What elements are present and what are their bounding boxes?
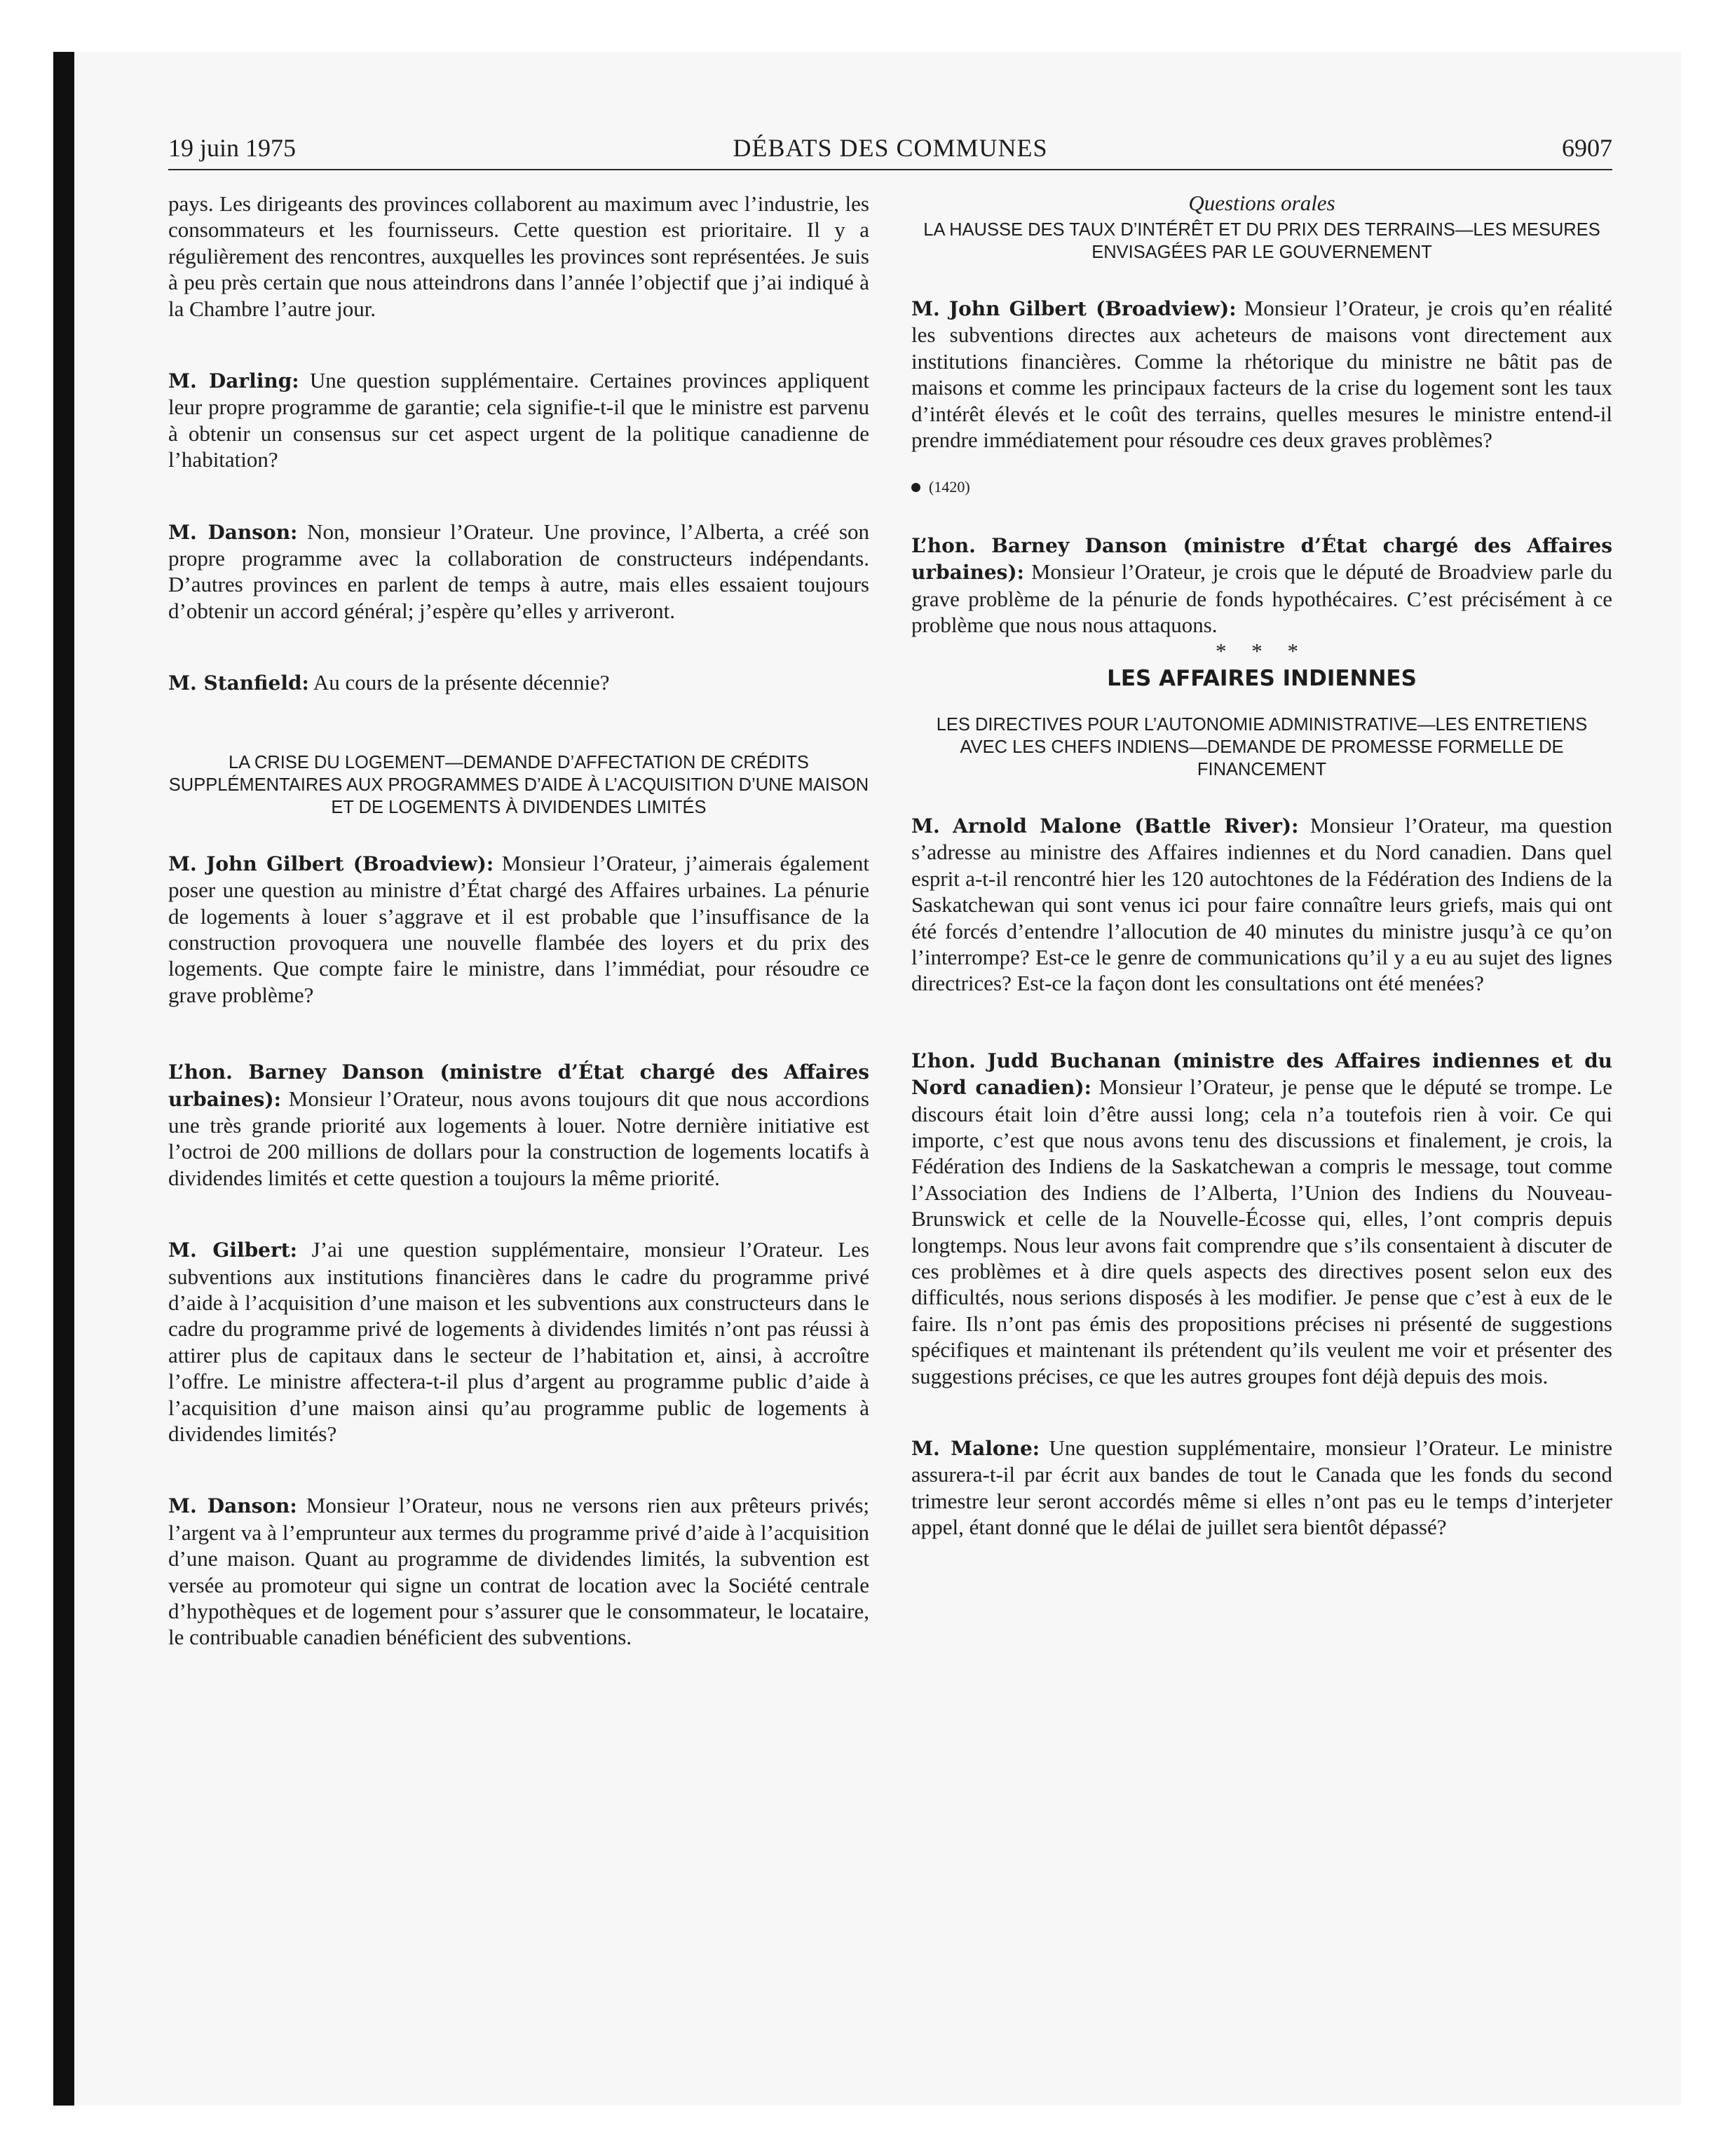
- speaker-name: M. Malone:: [911, 1437, 1040, 1460]
- speech: [168, 367, 869, 473]
- left-column: [168, 191, 869, 1651]
- speech: [168, 669, 869, 696]
- speaker-name: M. Stanfield:: [168, 671, 309, 695]
- speech: [168, 850, 869, 1008]
- speech-text: Une question supplémentaire. Certaines provinces appliquent leur propre programme de garantie; cela signifie-t-il que le ministre est parvenu à obtenir un consensus sur cet aspect urgent de la politique canadienne de l’habitation?: [168, 368, 870, 472]
- speaker-name: M. Arnold Malone (Battle River):: [911, 814, 1299, 838]
- speech: [911, 812, 1612, 997]
- speech-text: Monsieur l’Orateur, je crois qu’en réalité les subventions directes aux acheteurs de maisons vont directement aux institutions financières. Comme la rhétorique du ministre ne bâtit pas de maisons et comme les principaux facteurs de la crise du logement sont les taux d’intérêt élevés et le coût des terrains, quelles mesures le ministre entend-il prendre immédiatement pour résoudre ces deux graves problèmes?: [911, 296, 1612, 453]
- speaker-name: M. John Gilbert (Broadview):: [911, 297, 1237, 320]
- scan-margin: [0, 0, 53, 2156]
- speech-text: J’ai une question supplémentaire, monsieur l’Orateur. Les subventions aux institutions financières dans le cadre du programme privé d’aide à l’acquisition d’une maison et les subventions aux constructeurs dans le cadre du programme privé de logements à dividendes limités n’ont pas réussi à attirer plus de capitaux dans le secteur de l’habitation et, ainsi, à accroître l’offre. Le ministre affectera-t-il plus d’argent au programme public d’aide à l’acquisition d’une maison ainsi qu’au programme public de logements à dividendes limités?: [168, 1237, 870, 1446]
- bullet-icon: [911, 483, 920, 492]
- speech-text: Non, monsieur l’Orateur. Une province, l’Alberta, a créé son propre programme avec la collaboration de constructeurs indépendants. D’autres provinces en parlent de temps à autre, mais elles essaient toujours d’obtenir un accord général; j’espère qu’elles y arriveront.: [168, 519, 869, 623]
- speech: [911, 295, 1612, 453]
- section-rubric: Questions orales: [1188, 191, 1335, 215]
- speech-text: Monsieur l’Orateur, je pense que le député se trompe. Le discours était loin d’être aussi long; cela n’a toutefois rien à voir. Ce qui importe, c’est que nous avons tenu des discussions et finalement, je crois, la Fédération des Indiens de la Saskatchewan a compris le message, tout comme l’Association des Indiens de l’Alberta, l’Union des Indiens du Nouveau-Brunswick et celle de la Nouvelle-Écosse qui, elles, l’ont compris depuis longtemps. Nous leur avons fait comprendre que s’ils consentaient à discuter de ces problèmes et à dire quels aspects des directives posent selon eux des difficultés, nous serions disposés à les modifier. Je pense que c’est à eux de le faire. Ils n’ont pas émis des propositions précises ni présenté de suggestions spécifiques et maintenant ils prétendent qu’ils veulent me voir et présenter des suggestions précises, ce que les autres groupes font déjà depuis des mois.: [911, 1074, 1612, 1389]
- speaker-name: M. Darling:: [168, 369, 299, 393]
- section-title: LES AFFAIRES INDIENNES: [1107, 665, 1417, 691]
- scan-border: [53, 52, 74, 2106]
- speech-text: Monsieur l’Orateur, je crois que le député de Broadview parle du grave problème de la pénurie de fonds hypothécaires. C’est précisément à ce problème que nous nous attaquons.: [911, 559, 1612, 638]
- speaker-name: L’hon. Barney Danson (ministre d’État chargé des Affaires urbaines):: [168, 1060, 869, 1111]
- timestamp-text: (1420): [929, 478, 970, 496]
- speech: [168, 1236, 869, 1447]
- page-number: 6907: [1562, 134, 1612, 162]
- section-subheading: LES DIRECTIVES POUR L’AUTONOMIE ADMINISTRATIVE—LES ENTRETIENS AVEC LES CHEFS INDIENS—DEMANDE DE PROMESSE FORMELLE DE FINANCEMENT: [936, 714, 1588, 779]
- section-subheading: LA CRISE DU LOGEMENT—DEMANDE D’AFFECTATION DE CRÉDITS SUPPLÉMENTAIRES AUX PROGRAMMES D’AIDE À L’ACQUISITION D’UNE MAISON ET DE LOGEMENTS À DIVIDENDES LIMITÉS: [168, 752, 869, 817]
- section-subheading: LA HAUSSE DES TAUX D’INTÉRÊT ET DU PRIX DES TERRAINS—LES MESURES ENVISAGÉES PAR LE GOUVERNEMENT: [923, 220, 1600, 262]
- speech: [911, 1435, 1612, 1541]
- speech: [168, 519, 869, 625]
- speech-text: Monsieur l’Orateur, nous ne versons rien aux prêteurs privés; l’argent va à l’emprunteur aux termes du programme privé d’aide à l’acquisition d’une maison. Quant au programme de dividendes limités, la subvention est versée au promoteur qui signe un contrat de location avec la Société centrale d’hypothèques et de logement pour s’assurer que le consommateur, le locataire, le contribuable canadien bénéficient des subventions.: [168, 1493, 870, 1650]
- speaker-name: M. Gilbert:: [168, 1239, 297, 1262]
- speaker-name: M. John Gilbert (Broadview):: [168, 852, 494, 875]
- right-column: [911, 191, 1612, 1541]
- speech: [911, 532, 1612, 639]
- timestamp: [911, 474, 1612, 500]
- speaker-name: M. Danson:: [168, 1494, 297, 1518]
- speech-text: Au cours de la présente décennie?: [308, 670, 610, 695]
- speech-text: Monsieur l’Orateur, ma question s’adresse au ministre des Affaires indiennes et du Nord canadien. Dans quel esprit a-t-il rencontré hier les 120 autochtones de la Fédération des Indiens de la Saskatchewan qui sont venus ici pour faire connaître leurs griefs, mais qui ont été forcés d’entendre l’allocution de 40 minutes du ministre jusqu’à ce qu’on l’interrompe? Est-ce le genre de communications qu’il y a eu au sujet des lignes directrices? Est-ce la façon dont les consultations ont été menées?: [911, 812, 1613, 996]
- speech: [911, 1047, 1612, 1389]
- paragraph: pays. Les dirigeants des provinces collaborent au maximum avec l’industrie, les consommateurs et les fournisseurs. Cette question est prioritaire. Il y a régulièrement des rencontres, auxquelles les provinces sont représentées. Je suis à peu près certain que nous atteindrons dans l’année l’objectif que j’ai indiqué à la Chambre l’autre jour.: [168, 191, 869, 321]
- speaker-name: L’hon. Judd Buchanan (ministre des Affaires indiennes et du Nord canadien):: [911, 1049, 1612, 1100]
- speech-text: Monsieur l’Orateur, j’aimerais également poser une question au ministre d’État chargé des Affaires urbaines. La pénurie de logements à louer s’aggrave et il est probable que l’insuffisance de la construction provoquera une nouvelle flambée des loyers et du prix des logements. Que compte faire le ministre, dans l’immédiat, pour résoudre ce grave problème?: [168, 850, 870, 1007]
- speech-text: Une question supplémentaire, monsieur l’Orateur. Le ministre assurera-t-il par écrit aux bandes de tout le Canada que les fonds du second trimestre leur seront accordés même si elles n’ont pas eu le temps d’interjeter appel, étant donné que le délai de juillet sera bientôt dépassé?: [911, 1435, 1612, 1540]
- running-header: [168, 133, 1612, 172]
- header-rule: [168, 169, 1612, 170]
- speaker-name: L’hon. Barney Danson (ministre d’État chargé des Affaires urbaines):: [911, 533, 1612, 585]
- journal-title: DÉBATS DES COMMUNES: [733, 134, 1048, 162]
- section-separator: * * *: [1216, 639, 1308, 664]
- speech: [168, 1492, 869, 1650]
- speech: [168, 1058, 869, 1191]
- speech-text: Monsieur l’Orateur, nous avons toujours dit que nous accordions une très grande priorité aux logements à louer. Notre dernière initiative est l’octroi de 200 millions de dollars pour la construction de logements locatifs à dividendes limités et cette question a toujours la même priorité.: [168, 1086, 869, 1190]
- speaker-name: M. Danson:: [168, 520, 298, 544]
- header-date: 19 juin 1975: [168, 134, 297, 162]
